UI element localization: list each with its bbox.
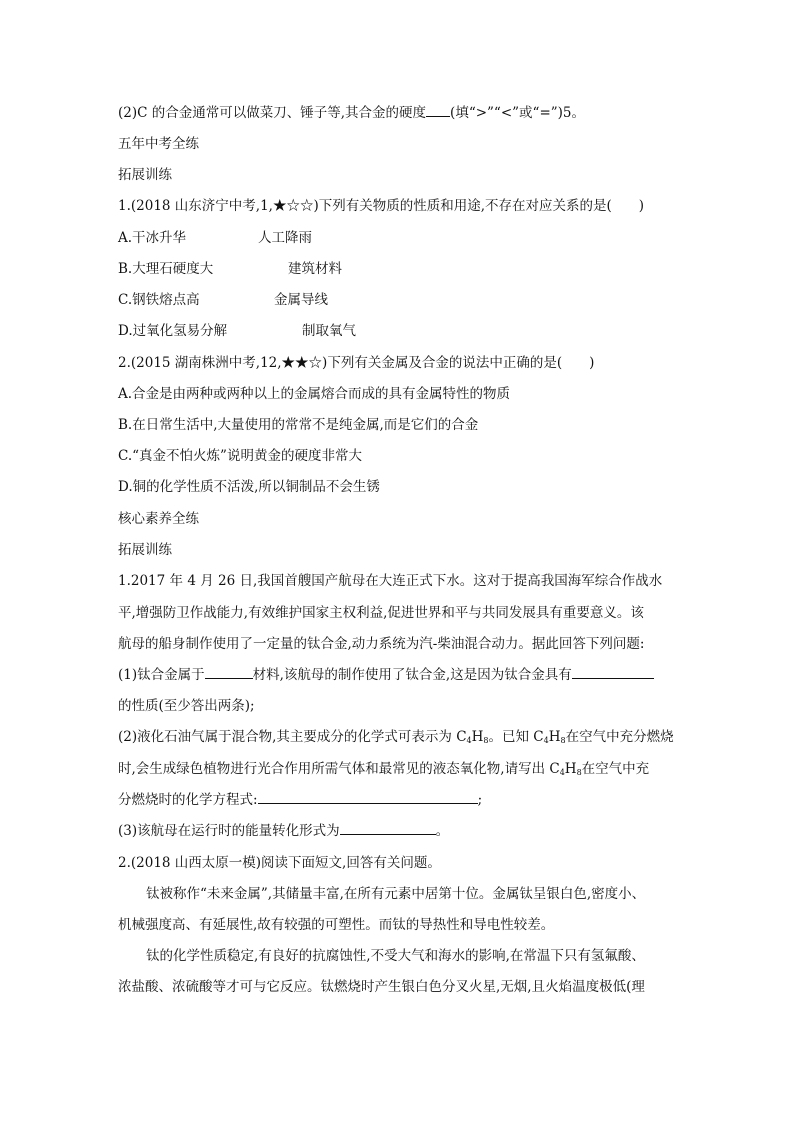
subscript: 4: [559, 768, 565, 777]
formula-h: H: [548, 729, 561, 745]
answer-blank[interactable]: [258, 791, 478, 804]
alloy-hardness-question: [118, 104, 585, 122]
answer-blank[interactable]: [340, 822, 436, 835]
subquestion-text: 在空气中充分燃烧: [565, 729, 674, 745]
question-stem: 1.(2018 山东济宁中考,1,★☆☆)下列有关物质的性质和用途,不存在对应关系的是( ): [118, 198, 645, 214]
subquestion-3: [118, 822, 449, 840]
option-b[interactable]: [118, 260, 342, 278]
question-intro-line: 平,增强防卫作战能力,有效维护国家主权利益,促进世界和平与共同发展具有重要意义。该: [118, 605, 644, 621]
section-title: 五年中考全练: [118, 136, 199, 152]
option-property: C.钢铁熔点高: [118, 292, 200, 308]
option-use: 金属导线: [274, 292, 328, 308]
subscript: 8: [576, 768, 582, 777]
option-use: 制取氧气: [302, 323, 356, 339]
option-property: A.干冰升华: [118, 230, 187, 246]
subquestion-2: [118, 728, 674, 750]
section-subtitle: 拓展训练: [118, 542, 172, 558]
question-intro-line: 1.2017 年 4 月 26 日,我国首艘国产航母在大连正式下水。这对于提高我国海军综合作战水: [118, 573, 663, 589]
option-d[interactable]: [118, 322, 356, 340]
subquestion-1-cont: 的性质(至少答出两条);: [118, 698, 255, 714]
option-property: B.大理石硬度大: [118, 261, 214, 277]
subscript: 4: [466, 736, 472, 745]
question-intro-line: 航母的船身制作使用了一定量的钛合金,动力系统为汽-柴油混合动力。据此回答下列问题:: [118, 636, 645, 652]
subquestion-text: 在空气中充: [581, 761, 650, 777]
option-property: D.过氧化氢易分解: [118, 323, 228, 339]
option-d[interactable]: D.铜的化学性质不活泼,所以铜制品不会生锈: [118, 479, 380, 495]
subquestion-text: (1)钛合金属于: [118, 667, 205, 683]
option-use: 建筑材料: [288, 261, 342, 277]
subquestion-text: ;: [477, 792, 483, 808]
subquestion-text: 。: [435, 823, 450, 839]
passage-line: 机械强度高、有延展性,故有较强的可塑性。而钛的导热性和导电性较差。: [118, 917, 555, 933]
section-subtitle: 拓展训练: [118, 167, 172, 183]
passage-line: 钛被称作“未来金属”,其储量丰富,在所有元素中居第十位。金属钛呈银白色,密度小、: [146, 886, 646, 902]
subscript: 8: [483, 736, 489, 745]
passage-line: 钛的化学性质稳定,有良好的抗腐蚀性,不受大气和海水的影响,在常温下只有氢氟酸、: [146, 948, 645, 964]
question-stem: 2.(2018 山西太原一模)阅读下面短文,回答有关问题。: [118, 855, 441, 871]
subquestion-text: 。已知 C: [488, 729, 544, 745]
answer-blank[interactable]: [426, 104, 450, 117]
subscript: 8: [560, 736, 566, 745]
formula-h: H: [471, 729, 484, 745]
answer-blank[interactable]: [205, 666, 253, 679]
option-c[interactable]: [118, 291, 328, 309]
subquestion-1: [118, 666, 654, 684]
question-text: (2)C 的合金通常可以做菜刀、锤子等,其合金的硬度: [118, 105, 427, 121]
subscript: 4: [543, 736, 549, 745]
formula-h: H: [564, 761, 577, 777]
option-a[interactable]: A.合金是由两种或两种以上的金属熔合而成的具有金属特性的物质: [118, 386, 511, 402]
option-use: 人工降雨: [258, 230, 312, 246]
subquestion-text: 材料,该航母的制作使用了钛合金,这是因为钛合金具有: [252, 667, 572, 683]
answer-blank[interactable]: [572, 666, 654, 679]
subquestion-2-cont: [118, 760, 649, 782]
option-c[interactable]: C.“真金不怕火炼”说明黄金的硬度非常大: [118, 448, 362, 464]
passage-line: 浓盐酸、浓硫酸等才可与它反应。钛燃烧时产生银白色分叉火星,无烟,且火焰温度极低(理: [118, 979, 645, 995]
subquestion-text: (3)该航母在运行时的能量转化形式为: [118, 823, 340, 839]
subquestion-text: 时,会生成绿色植物进行光合作用所需气体和最常见的液态氧化物,请写出 C: [118, 761, 560, 777]
question-stem: 2.(2015 湖南株洲中考,12,★★☆)下列有关金属及合金的说法中正确的是( ): [118, 355, 595, 371]
subquestion-2-cont: [118, 791, 482, 809]
option-a[interactable]: [118, 229, 312, 247]
section-title: 核心素养全练: [118, 511, 199, 527]
subquestion-text: (2)液化石油气属于混合物,其主要成分的化学式可表示为 C: [118, 729, 467, 745]
question-text-tail: (填“>”“<”或“=”)5。: [450, 105, 586, 121]
option-b[interactable]: B.在日常生活中,大量使用的常常不是纯金属,而是它们的合金: [118, 417, 479, 433]
subquestion-text: 分燃烧时的化学方程式:: [118, 792, 258, 808]
